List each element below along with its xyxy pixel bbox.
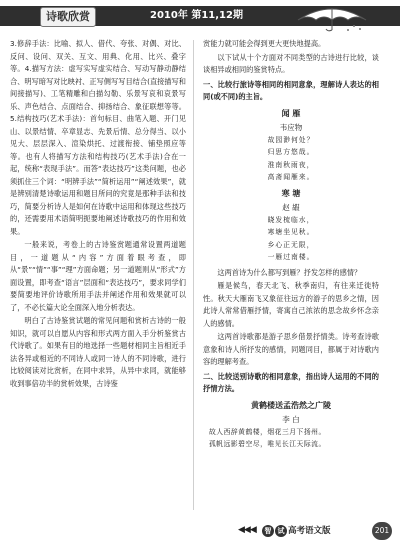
page-header — [0, 0, 400, 34]
left-column — [10, 38, 186, 391]
poem-title: 寒 塘 — [281, 188, 301, 198]
poem-line: 故园渺何处？ — [267, 135, 315, 144]
right-intro-2: 以下试从十个方面对不同类型的古诗进行比较，谈谈相异或相同的鉴赏特点。 — [203, 52, 379, 74]
right-column — [203, 38, 379, 454]
right-body-3: 这两首诗歌都是游子思乡借景抒情类。诗考查诗歌意象和诗人所抒发的感情，同题同目，都属于对诗歌内容的理解考查。 — [203, 332, 379, 366]
triple-arrow-left-icon: ◀◀◀ — [238, 525, 256, 535]
poem-title: 闻 雁 — [281, 108, 301, 118]
poem-huang-he-lou — [203, 399, 379, 451]
page-footer — [238, 522, 398, 542]
poem-line: 寒塘坐见秋。 — [267, 228, 315, 236]
page-number: 201 — [372, 522, 392, 540]
right-body-2: 雁是候鸟，春天北飞、秋季南归，有往来迁徙特性。秋天大雁南飞又象征往远方的游子的思乡之情，因此诗人常常借雁抒情，寄寓自己浓浓的思念故乡怀念亲人的感情。 — [203, 281, 379, 328]
magazine-name — [262, 524, 331, 538]
poem-line: 一雁过南楼。 — [267, 253, 315, 261]
poem-line: 故人西辞黄鹤楼，烟花三月下扬州。 — [209, 427, 326, 436]
left-paragraph-2: 一般来说，考卷上的古诗鉴赏题通常设置两道题目，一道题从“内容”方面着眼考查，即从“景”“情”“事”“理”方面命题；另一道题则从“形式”方面设置，即考查“语言”层面和“表达技巧”，要求同学们要简要地评价诗歌所用手法并阐述作用和效果就可以了，不必长篇大论全面深入地分析表达。 — [10, 240, 186, 312]
issue-number: 2010年 第11,12期 — [150, 10, 243, 21]
column-divider — [193, 40, 194, 510]
poem-wen-yan — [203, 107, 379, 184]
section-2-title: 二、比较送别诗歌的相同意象，指出诗人运用的不同的抒情方法。 — [203, 371, 379, 393]
poem-line: 孤帆远影碧空尽，唯见长江天际流。 — [209, 440, 326, 448]
poem-title: 黄鹤楼送孟浩然之广陵 — [251, 400, 331, 410]
column-brand: 诗歌欣赏 — [40, 7, 96, 27]
poem-line: 高斋闻雁来。 — [267, 173, 315, 181]
poem-author: 赵 嘏 — [282, 202, 300, 212]
right-body-1: 这两首诗为什么都写到雁？抒发怎样的感情？ — [217, 267, 362, 277]
section-1-title: 一、比较行旅诗等相同的相同意象，理解诗人表达的相同(或不同)的主旨。 — [203, 79, 379, 101]
poem-author: 李 白 — [282, 414, 300, 424]
poem-line: 淮南秋雨夜， — [267, 160, 315, 169]
poem-line: 乡心正无限， — [267, 240, 315, 249]
zhi-tag: 智 — [262, 525, 274, 537]
poem-line: 归思方悠哉。 — [267, 148, 315, 156]
poem-author: 韦应物 — [279, 122, 303, 132]
poem-line: 晓发梳临水， — [267, 215, 315, 224]
poem-han-tang — [203, 187, 379, 264]
right-intro-1: 赏能力就可能会得到更大更快地提高。 — [203, 39, 326, 48]
left-paragraph-1: 3.修辞手法：比喻、拟人、借代、夸张、对偶、对比、反问、设问、双关、互文、用典、化用、比兴、叠字等。4.描写方法：虚写实写虚实结合、写动写静动静结合、明写暗写对比映衬、正写侧写写目结合(直接描写和间接描写)、工笔精雕和白描勾勒、乐景写哀和哀景写乐、声色结合、点面结合、抑扬结合、象征联想等等。5.结构技巧(艺术手法)：首句标目、曲笔入题、开门见山、以景结情、卒章显志、先景后情、总分得当、以小见大、层层深入、渲染烘托、过渡衔接、铺垫照应等等。也有人将描写方法和结构技巧(艺术手法)合在一起，统称“表现手法”。而答“表达技巧”这类问题，也必须抓住三个词：“明辨手法”“简析运用”“阐述效果”，就是辨别清楚诗歌运用和题目所问的究竟是那种手法和技巧，简要分析诗人是如何在诗歌中运用和体现这些技巧的，还需要用术语简明扼要地阐述诗歌技巧的作用和效果。 — [10, 39, 186, 236]
left-paragraph-3: 明白了古诗鉴赏试题的常见问题和赏析古诗的一般知识，就可以自愿从内容和形式两方面入手分析鉴赏古代诗歌了。如果有目的地选择一些题材相同主旨相近手法各异或相近的不同诗人或同一诗人的不同诗歌，进行比较阅读对比赏析，在同中求异，从异中求同，就能够收到事倍功半的赏析效果，古诗鉴 — [10, 316, 186, 388]
shi-tag: 试 — [275, 525, 287, 537]
umbrella-ornament-icon — [292, 2, 372, 32]
magazine-edition: 高考语文版 — [288, 526, 331, 536]
